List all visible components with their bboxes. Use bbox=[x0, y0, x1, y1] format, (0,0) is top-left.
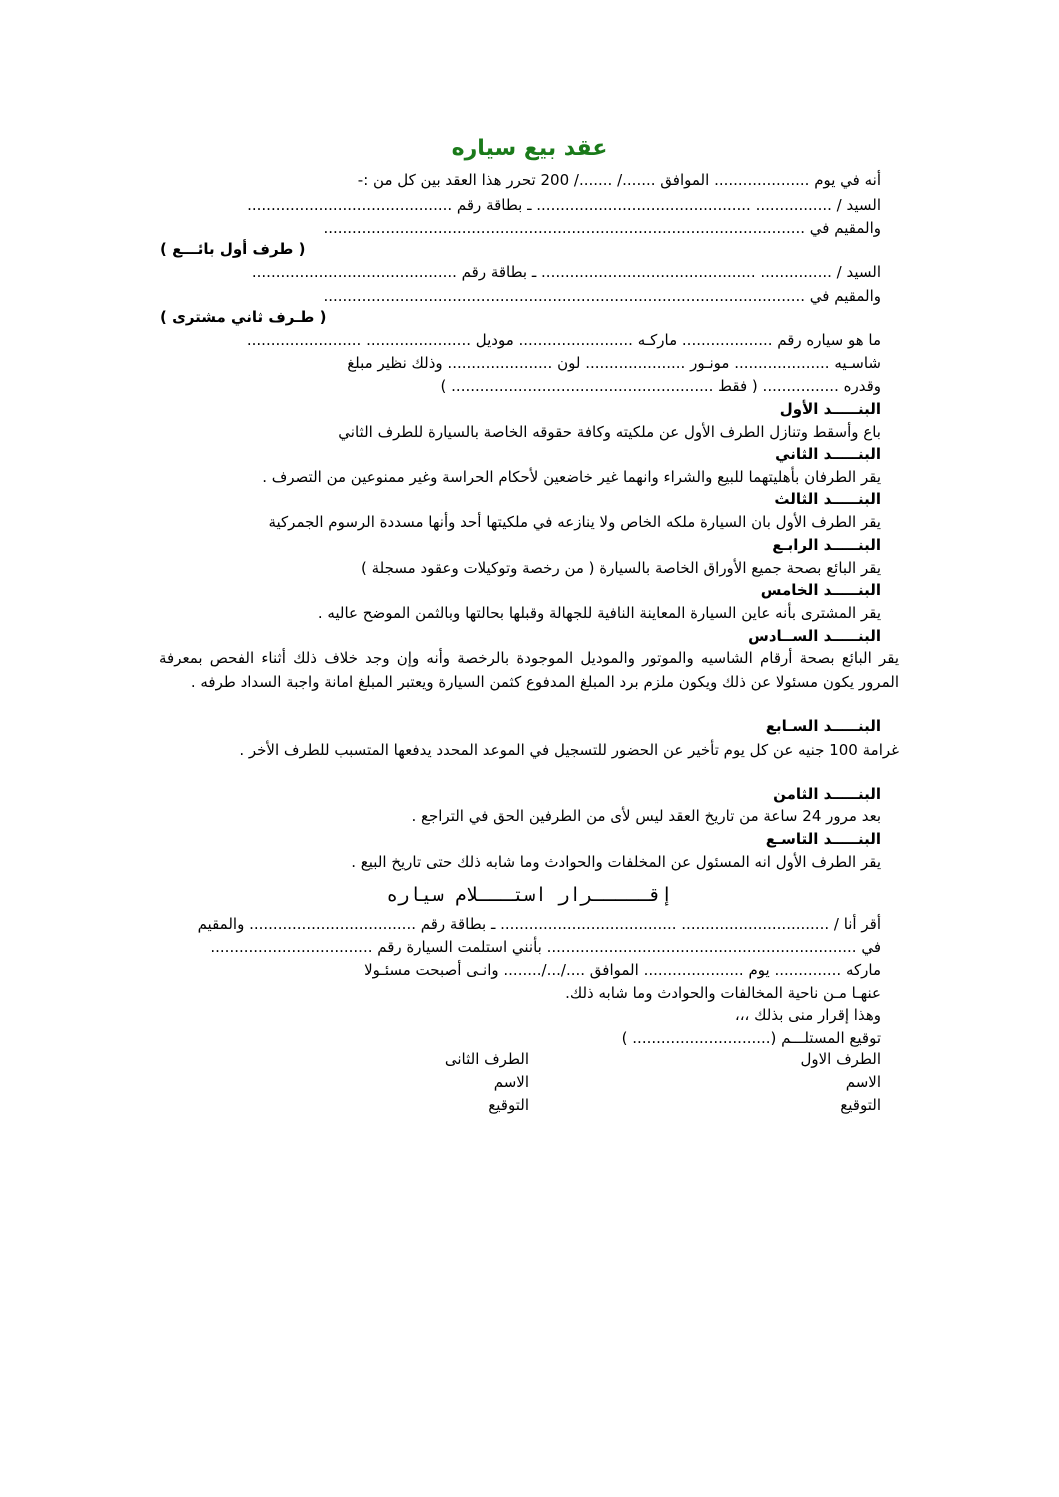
first-party-sign-label: التوقيع bbox=[840, 1096, 881, 1114]
clause-heading: البنـــــد الثاني bbox=[775, 445, 881, 463]
clause-text: يقر الطرف الأول بان السيارة ملكه الخاص ولا ينازعه في ملكيتها أحد وأنها مسددة الرسوم الجمركية bbox=[268, 513, 881, 531]
intro-line: أنه في يوم .................... الموافق ......./ ......./ 200 تحرر هذا العقد بين كل من :- bbox=[357, 171, 881, 189]
clause-text: يقر البائع بصحة جميع الأوراق الخاصة بالسيارة ( من رخصة وتوكيلات وعقود مسجلة ) bbox=[360, 559, 881, 577]
clause-heading: البنـــــد السـابع bbox=[765, 717, 881, 735]
clause-text: يقر المشترى بأنه عاين السيارة المعاينة النافية للجهالة وقبلها بحالتها وبالثمن الموضح عاليه . bbox=[317, 604, 881, 622]
car-line-1: ما هو سياره رقم ................... ماركـه ........................ موديل ...................... ........................ bbox=[246, 331, 881, 349]
second-party-name-line: السيد / ............... ............................................. ـ بطاقة رقم ........................................... bbox=[251, 263, 881, 281]
car-line-3: وقدره ................ ( فقط ....................................................... ) bbox=[440, 377, 881, 395]
clause-text: يقر البائع بصحة أرقام الشاسيه والموتور والموديل الموجودة بالرخصة وأنه وإن وجد خلاف ذلك أثناء الفحص بمعرفة المرور يكون مسئولا عن ذلك ويكون ملزم برد المبلغ المدفوع كثمن السيارة ويعتبر المبلغ امانة واجبة السداد طرفه . bbox=[159, 649, 899, 691]
second-party-signature-label: الطرف الثانى bbox=[444, 1050, 529, 1068]
car-line-2: شاسـيه .................... مونـور ..................... لون ...................... وذلك نظير مبلغ bbox=[347, 354, 881, 372]
clause-text: غرامة 100 جنيه عن كل يوم تأخير عن الحضور للتسجيل في الموعد المحدد يدفعها المتسبب للطرف الأخر . bbox=[239, 741, 899, 759]
clause-heading: البنـــــد الرابـع bbox=[772, 536, 881, 554]
clause-heading: البنـــــد الأول bbox=[779, 400, 881, 418]
clause-text: يقر الطرف الأول انه المسئول عن المخلفات والحوادث وما شابه ذلك حتى تاريخ البيع . bbox=[351, 853, 881, 871]
second-party-residence-line: والمقيم في ..................................................................................................... bbox=[323, 287, 881, 305]
acknowledgment-line: وهذا إقرار منى بذلك ،،، bbox=[734, 1006, 881, 1024]
acknowledgment-line: عنهـا مـن ناحية المخالفات والحوادث وما شابه ذلك. bbox=[565, 984, 881, 1002]
clause-heading: البنـــــد الخامس bbox=[760, 581, 881, 599]
first-party-label: ( طرف أول بائـــع ) bbox=[160, 240, 306, 258]
second-party-label: ( طـرف ثاني مشترى ) bbox=[160, 308, 327, 326]
acknowledgment-line: ماركه .............. يوم ..................... الموافق ..../.../........ وانـى أصبحت مسئـولا bbox=[364, 961, 881, 979]
clause-heading: البنـــــد التاسـع bbox=[765, 830, 881, 848]
clause-heading: البنـــــد الثالث bbox=[774, 490, 881, 508]
document-title: عقد بيع سياره bbox=[451, 136, 608, 161]
first-party-name-line: السيد / ................ ............................................. ـ بطاقة رقم ........................................... bbox=[247, 196, 881, 214]
second-party-name-label: الاسم bbox=[493, 1073, 529, 1091]
clause-text: بعد مرور 24 ساعة من تاريخ العقد ليس لأى من الطرفين الحق في التراجع . bbox=[411, 807, 881, 825]
clause-heading: البنـــــد الســادس bbox=[748, 627, 881, 645]
clause-text: باع وأسقط وتنازل الطرف الأول عن ملكيته وكافة حقوقه الخاصة بالسيارة للطرف الثاني bbox=[338, 423, 881, 441]
receiver-signature-line: توقيع المستلـــم (............................. ) bbox=[621, 1029, 881, 1047]
acknowledgment-line: في ................................................................. بأنني استلمت السيارة رقم .................................. bbox=[210, 938, 881, 956]
first-party-name-label: الاسم bbox=[845, 1073, 881, 1091]
first-party-signature-label: الطرف الاول bbox=[800, 1050, 881, 1068]
acknowledgment-line: أقر أنا / ............................... ..................................... ـ بطاقة رقم ................................... والمقيم bbox=[197, 915, 881, 933]
second-party-sign-label: التوقيع bbox=[488, 1096, 529, 1114]
clause-heading: البنـــــد الثامن bbox=[773, 785, 881, 803]
acknowledgment-title: إقـــــرار استـــلام سياره bbox=[386, 884, 673, 906]
first-party-residence-line: والمقيم في ..................................................................................................... bbox=[323, 219, 881, 237]
clause-text: يقر الطرفان بأهليتهما للبيع والشراء وانهما غير خاضعين لأحكام الحراسة وغير ممنوعين من التصرف . bbox=[262, 468, 881, 486]
